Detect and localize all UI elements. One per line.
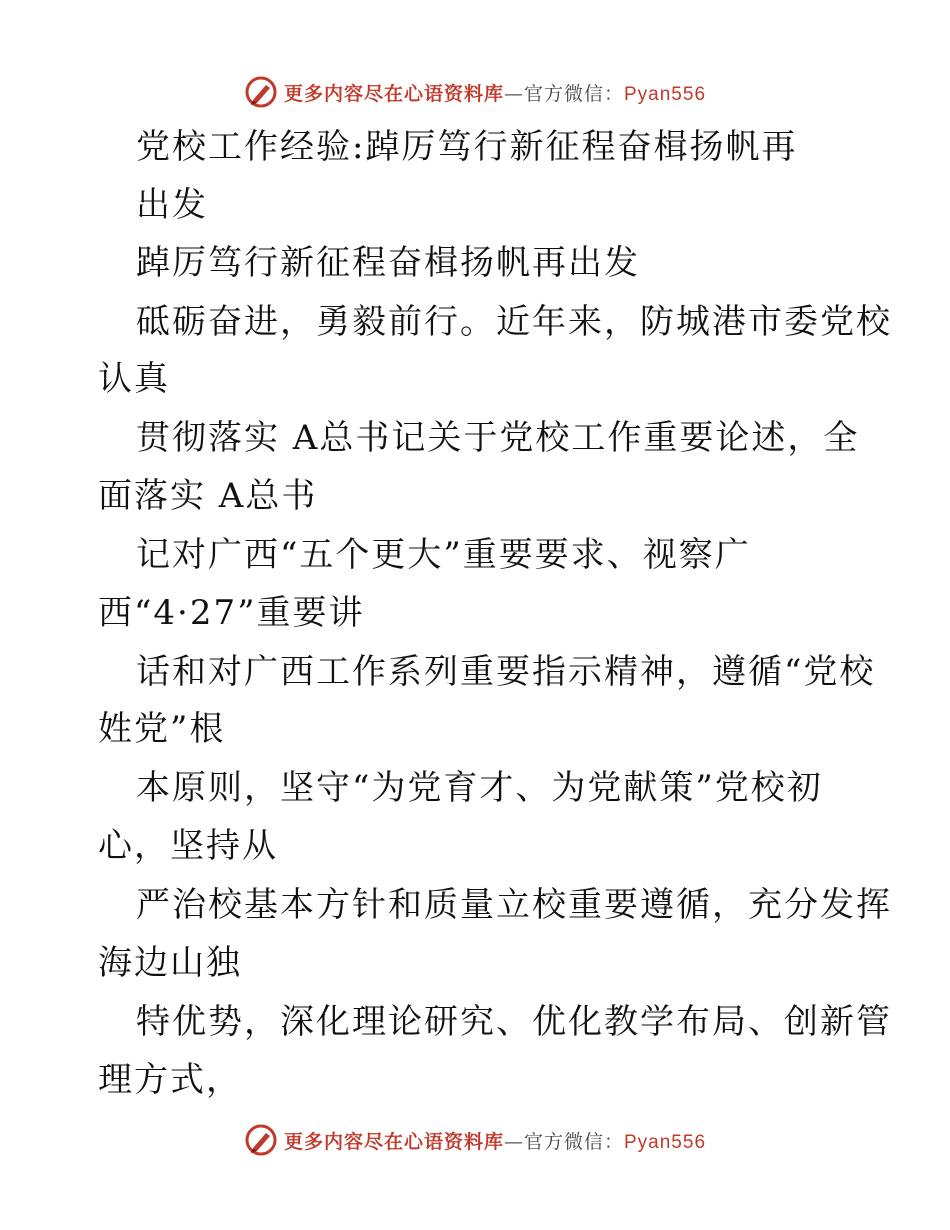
- paragraph-line: 记对广西“五个更大”重要要求、视察广: [136, 535, 751, 575]
- footer-wechat-label: 官方微信：: [523, 1130, 624, 1153]
- document-title-line-2: 出发: [136, 185, 208, 225]
- header-banner-text: [284, 79, 706, 106]
- pen-logo-icon: [244, 1123, 278, 1157]
- paragraph-line: 理方式，: [98, 1060, 242, 1100]
- footer-banner-text: [284, 1127, 706, 1154]
- header-brand-text: 更多内容尽在心语资料库: [283, 82, 504, 105]
- footer-separator: —: [503, 1130, 524, 1153]
- header-wechat-id: Pyan556: [624, 83, 707, 105]
- header-wechat-label: 官方微信：: [523, 82, 624, 105]
- paragraph-line: 话和对广西工作系列重要指示精神，遵循“党校: [136, 652, 876, 692]
- paragraph-line: 海边山独: [98, 943, 242, 983]
- footer-wechat-id: Pyan556: [624, 1131, 707, 1153]
- paragraph-line: 西“4·27”重要讲: [98, 593, 365, 633]
- header-banner: [0, 72, 950, 112]
- paragraph-line: 姓党”根: [98, 709, 226, 749]
- paragraph-line: 认真: [98, 359, 170, 399]
- footer-brand-text: 更多内容尽在心语资料库: [283, 1130, 504, 1153]
- paragraph-line: 心，坚持从: [98, 826, 278, 866]
- paragraph-line: 本原则，坚守“为党育才、为党献策”党校初: [136, 768, 823, 808]
- paragraph-line: 严治校基本方针和质量立校重要遵循，充分发挥: [136, 885, 892, 925]
- paragraph-line: 砥砺奋进，勇毅前行。近年来，防城港市委党校: [136, 302, 892, 342]
- paragraph-line: 特优势，深化理论研究、优化教学布局、创新管: [136, 1002, 892, 1042]
- paragraph-line: 面落实 A总书: [98, 476, 318, 516]
- footer-banner: [0, 1120, 950, 1160]
- pen-logo-icon: [244, 75, 278, 109]
- paragraph-line: 贯彻落实 A总书记关于党校工作重要论述，全: [136, 418, 860, 458]
- document-title-line-1: 党校工作经验:踔厉笃行新征程奋楫扬帆再: [136, 127, 798, 167]
- document-subtitle: 踔厉笃行新征程奋楫扬帆再出发: [136, 243, 640, 283]
- header-separator: —: [503, 82, 524, 105]
